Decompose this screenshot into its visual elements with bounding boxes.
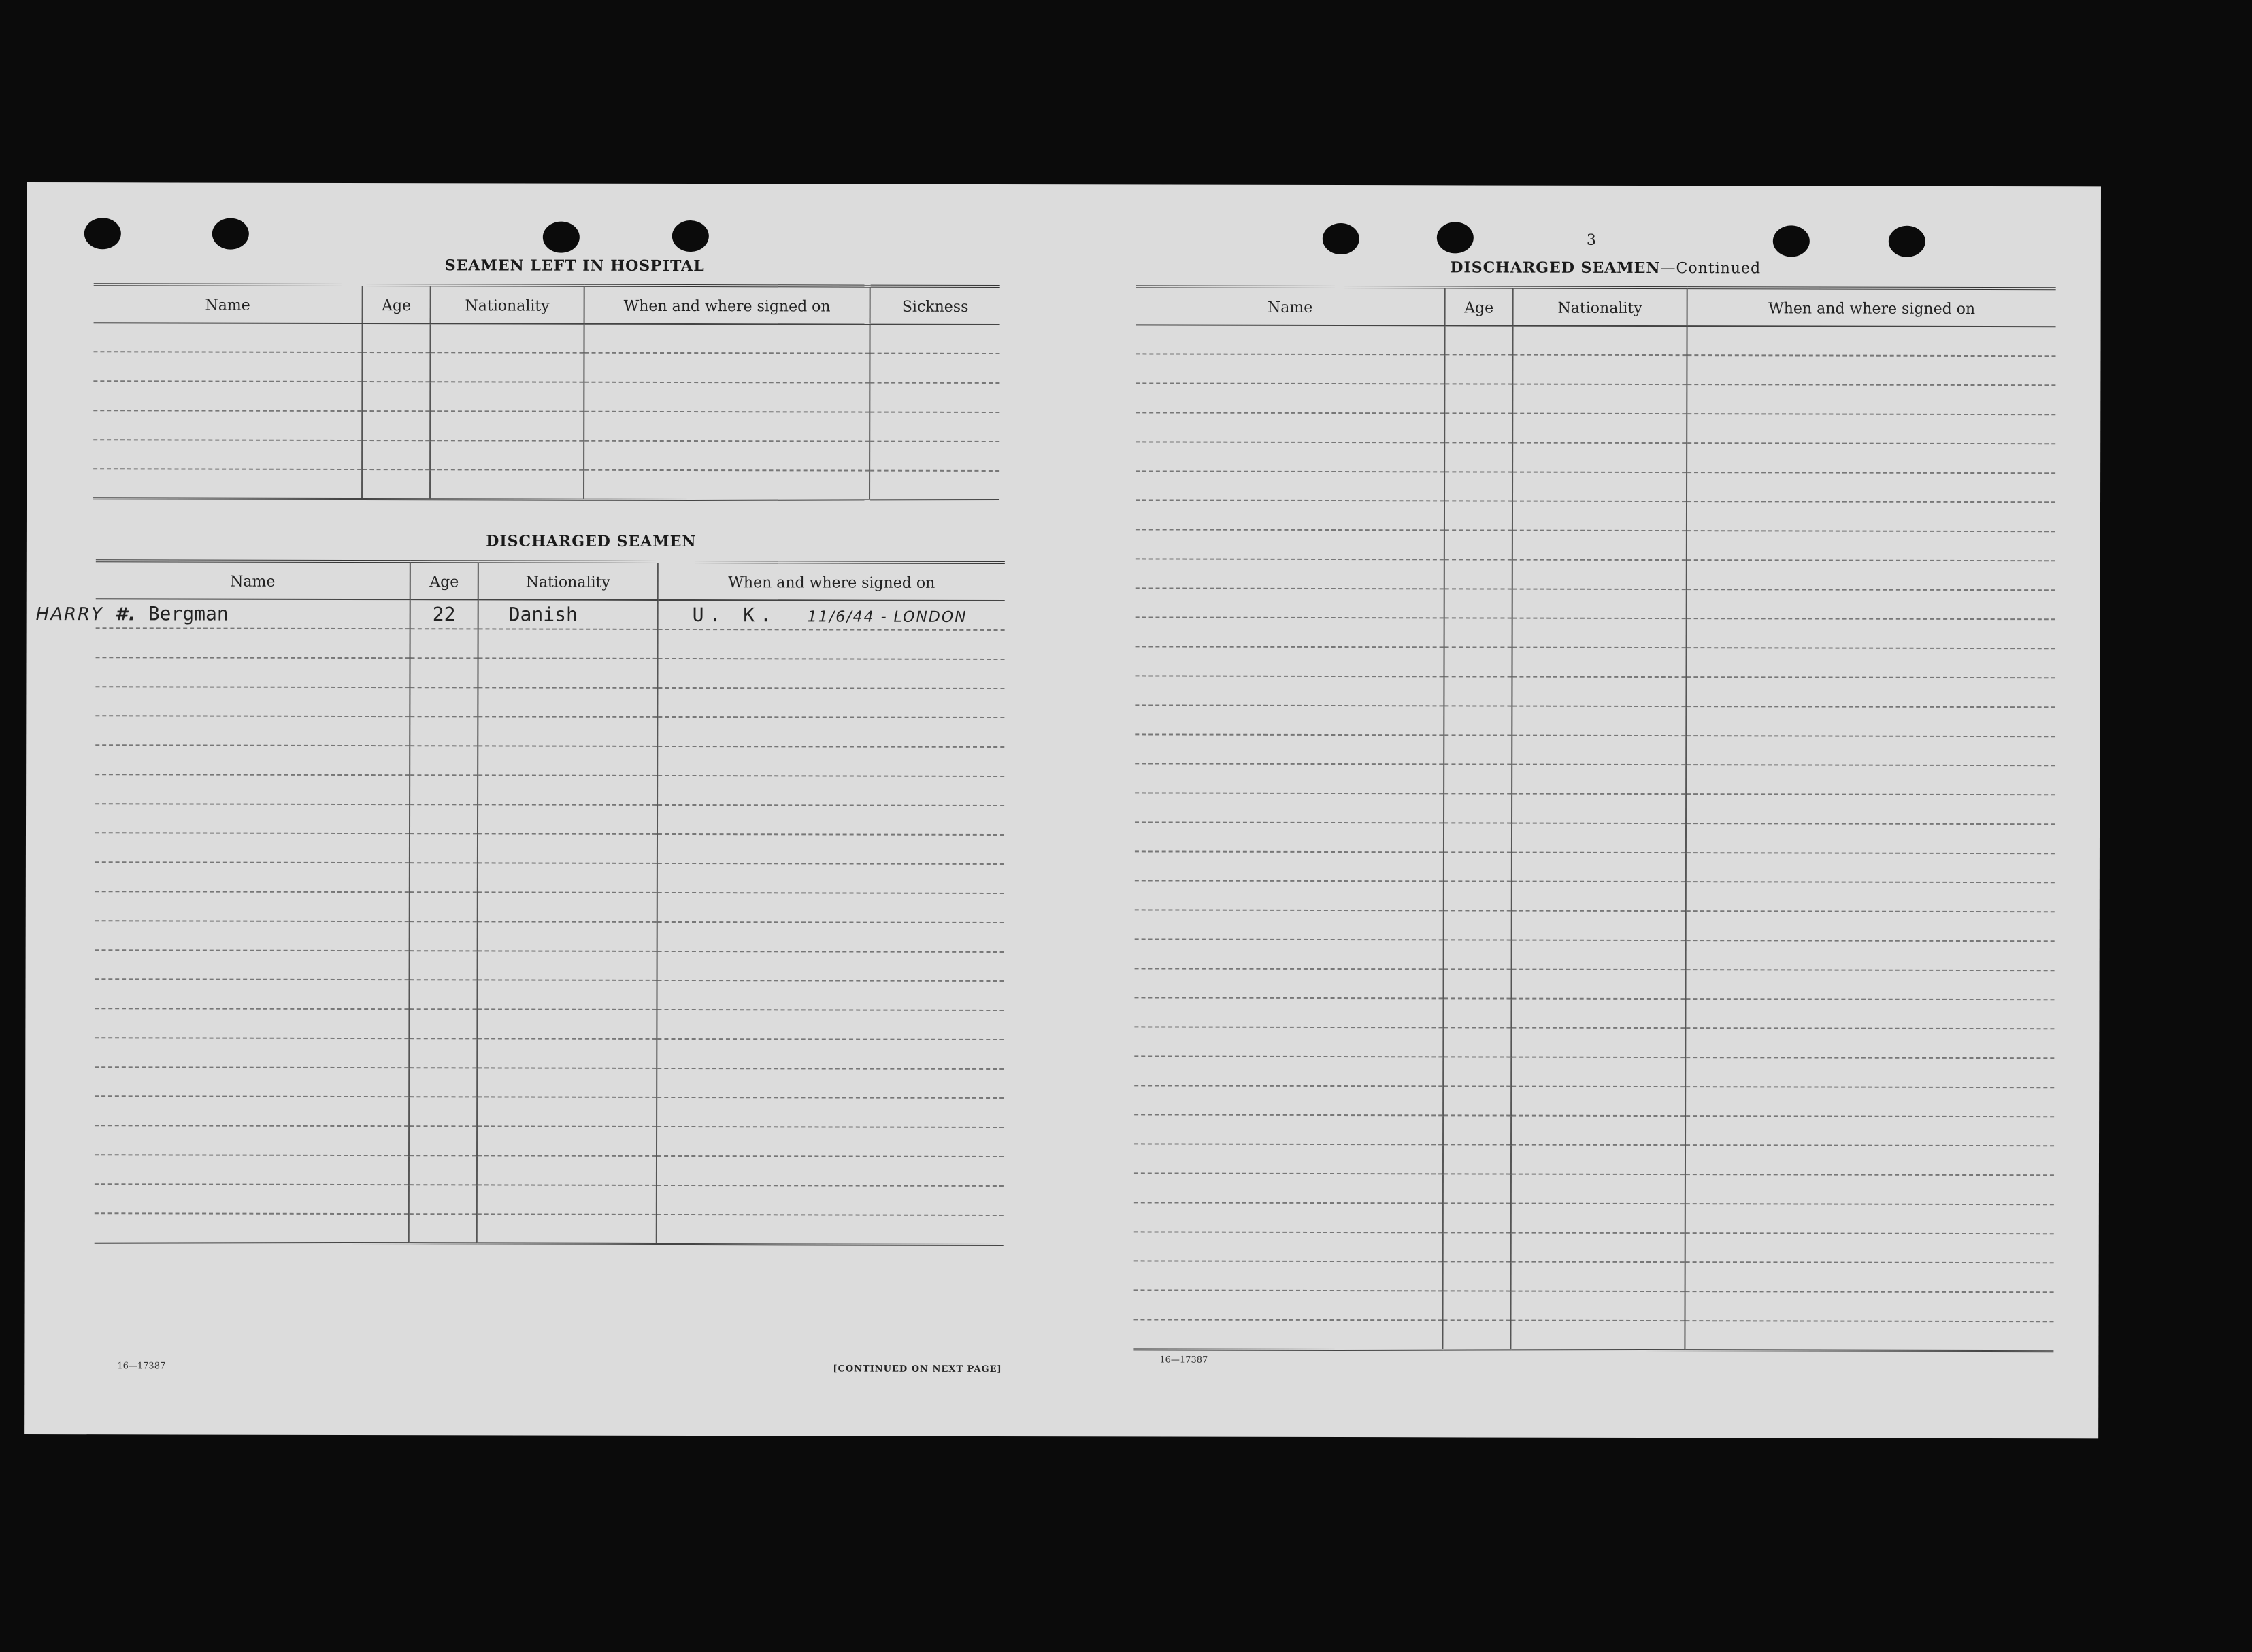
form-number: 16—17387 xyxy=(117,1361,166,1372)
table-row xyxy=(96,628,1005,659)
table-row xyxy=(1135,822,2055,853)
table-row xyxy=(1133,1319,2053,1351)
table-row xyxy=(1134,1261,2054,1292)
column-header-signed-on: When and where signed on xyxy=(658,562,1005,601)
table-row xyxy=(1136,383,2055,414)
table-row xyxy=(1134,1202,2054,1234)
seaman-signed-place-typed: U. K. xyxy=(692,604,778,627)
table-row xyxy=(1136,442,2055,473)
discharged-continued-suffix: —Continued xyxy=(1660,260,1761,278)
table-row xyxy=(95,979,1004,1010)
discharged-section-title: DISCHARGED SEAMEN xyxy=(486,532,697,551)
table-row xyxy=(1135,763,2055,795)
table-row xyxy=(95,687,1004,718)
table-row xyxy=(95,1067,1004,1098)
table-row xyxy=(95,657,1004,689)
table-row xyxy=(1134,1232,2054,1263)
seaman-surname: Bergman xyxy=(148,602,229,625)
table-row xyxy=(93,440,999,471)
table-row xyxy=(96,599,1005,630)
table-row xyxy=(95,716,1004,747)
table-row xyxy=(1136,471,2055,502)
table-row xyxy=(1134,1027,2054,1058)
punch-hole xyxy=(672,220,709,252)
column-header-sickness: Sickness xyxy=(870,286,1000,325)
table-row xyxy=(1134,1173,2054,1204)
hospital-table xyxy=(93,283,1000,501)
page-number: 3 xyxy=(1586,231,1596,249)
table-row xyxy=(93,381,999,412)
punch-hole xyxy=(212,218,249,250)
punch-hole xyxy=(1437,222,1474,253)
table-row xyxy=(1135,910,2055,941)
table-row xyxy=(95,1096,1004,1127)
table-row xyxy=(1136,412,2055,444)
table-row xyxy=(1134,1290,2054,1321)
table-row xyxy=(1134,1144,2054,1175)
table-row xyxy=(95,1038,1004,1069)
hospital-section-title: SEAMEN LEFT IN HOSPITAL xyxy=(444,257,705,276)
seaman-signed-on-cell xyxy=(658,600,1005,630)
table-row xyxy=(1135,676,2055,707)
discharged-continued-title-main: DISCHARGED SEAMEN xyxy=(1450,259,1661,278)
seaman-first-name: HARRY xyxy=(35,604,104,625)
table-row xyxy=(1136,617,2055,648)
table-row xyxy=(1134,968,2054,1000)
column-header-age: Age xyxy=(410,561,478,599)
continued-note: [CONTINUED ON NEXT PAGE] xyxy=(833,1364,1002,1375)
seaman-nationality: Danish xyxy=(478,599,658,629)
table-row xyxy=(1136,500,2055,531)
column-header-nationality: Nationality xyxy=(431,285,584,323)
punch-hole xyxy=(1323,223,1359,254)
table-row xyxy=(1135,734,2055,765)
seaman-signed-date-handwritten: 11/6/44 - LONDON xyxy=(807,608,967,626)
table-row xyxy=(93,323,999,354)
discharged-continued-title xyxy=(1361,259,1851,278)
table-row xyxy=(1136,588,2055,619)
table-row xyxy=(95,833,1004,864)
table-row xyxy=(1136,354,2055,385)
form-number: 16—17387 xyxy=(1159,1355,1208,1366)
table-row xyxy=(95,1125,1004,1157)
column-header-name: Name xyxy=(94,284,363,323)
table-row xyxy=(1135,939,2055,970)
table-row xyxy=(95,921,1004,952)
punch-hole xyxy=(543,222,580,253)
table-row xyxy=(1134,1114,2054,1146)
table-row xyxy=(1136,529,2055,561)
column-header-nationality: Nationality xyxy=(1513,288,1687,327)
table-row xyxy=(1134,1085,2054,1117)
table-row xyxy=(93,352,999,383)
table-row xyxy=(1134,997,2054,1029)
column-header-age: Age xyxy=(1445,287,1513,325)
column-header-age: Age xyxy=(363,285,431,323)
discharged-table xyxy=(35,559,1005,1245)
seaman-name-cell xyxy=(35,599,410,629)
table-row xyxy=(95,1008,1004,1040)
table-row xyxy=(95,950,1004,981)
seaman-initial-mark: #. xyxy=(114,604,137,625)
punch-hole xyxy=(1889,226,1925,257)
table-row xyxy=(1136,325,2055,356)
seaman-age: 22 xyxy=(410,599,478,629)
column-header-nationality: Nationality xyxy=(478,561,658,600)
column-header-signed-on: When and where signed on xyxy=(1687,288,2056,327)
table-row xyxy=(93,410,999,442)
ledger-sheet xyxy=(24,182,2101,1438)
table-row xyxy=(1135,793,2055,824)
table-row xyxy=(1136,559,2055,590)
table-row xyxy=(95,1213,1004,1244)
punch-hole xyxy=(1773,225,1810,257)
column-header-name: Name xyxy=(96,561,410,599)
table-row xyxy=(1135,646,2055,678)
punch-hole xyxy=(84,218,121,249)
column-header-name: Name xyxy=(1136,286,1445,325)
table-row xyxy=(95,862,1004,893)
column-header-signed-on: When and where signed on xyxy=(584,286,870,325)
table-row xyxy=(95,804,1004,835)
table-row xyxy=(95,745,1004,776)
table-row xyxy=(1134,1056,2054,1087)
table-row xyxy=(93,469,999,500)
table-row xyxy=(1135,880,2055,912)
table-row xyxy=(95,774,1004,806)
table-row xyxy=(95,1184,1004,1215)
table-row xyxy=(1135,705,2055,736)
table-row xyxy=(95,1155,1004,1186)
discharged-continued-table xyxy=(1133,285,2055,1351)
table-row xyxy=(95,891,1004,923)
table-row xyxy=(1135,851,2055,882)
